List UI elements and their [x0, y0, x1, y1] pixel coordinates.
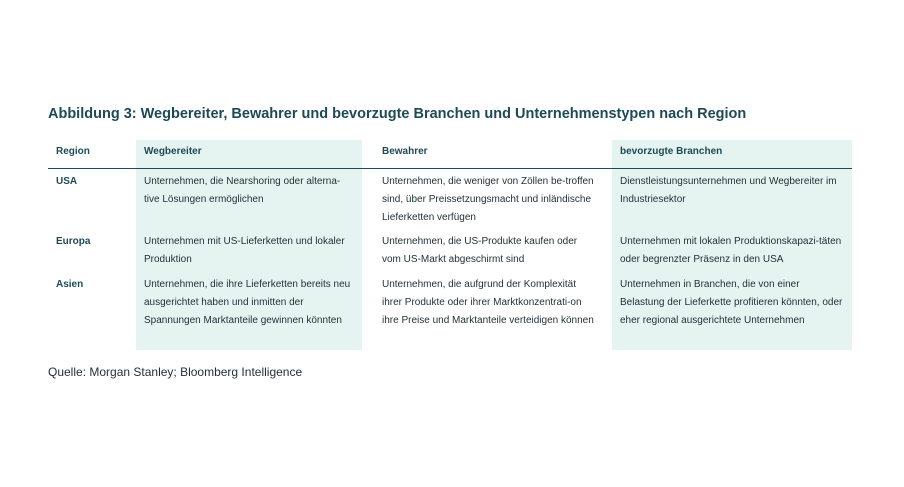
header-branchen: bevorzugte Branchen — [620, 146, 723, 157]
row-region-usa: USA — [56, 176, 78, 187]
cell-europa-wegbereiter: Unternehmen mit US-Lieferketten und lokaler Produktion — [144, 236, 345, 265]
cell-usa-wegbereiter: Unternehmen, die Nearshoring oder alterna-tive Lösungen ermöglichen — [144, 176, 341, 205]
cell-europa-branchen: Unternehmen mit lokalen Produktionskapazi-täten oder begrenzter Präsenz in den USA — [620, 236, 842, 265]
cell-usa-bewahrer: Unternehmen, die weniger von Zöllen be-troffen sind, über Preissetzungsmacht und inländische Lieferketten verfügen — [382, 176, 594, 223]
header-region: Region — [56, 146, 90, 157]
cell-asien-wegbereiter: Unternehmen, die ihre Lieferketten bereits neu ausgerichtet haben und inmitten der Spannungen Marktanteile gewinnen könnten — [144, 279, 351, 326]
header-divider — [48, 168, 852, 169]
cell-asien-branchen: Unternehmen in Branchen, die von einer Belastung der Lieferkette profitieren könnten, oder eher regional ausgerichtete Unternehmen — [620, 279, 843, 326]
header-wegbereiter: Wegbereiter — [144, 146, 202, 157]
row-region-europa: Europa — [56, 236, 91, 247]
cell-europa-bewahrer: Unternehmen, die US-Produkte kaufen oder vom US-Markt abgeschirmt sind — [382, 236, 578, 265]
figure-title: Abbildung 3: Wegbereiter, Bewahrer und bevorzugte Branchen und Unternehmenstypen nach Region — [48, 106, 747, 122]
source-note: Quelle: Morgan Stanley; Bloomberg Intelligence — [48, 365, 303, 379]
header-bewahrer: Bewahrer — [382, 146, 428, 157]
row-region-asien: Asien — [56, 279, 84, 290]
cell-asien-bewahrer: Unternehmen, die aufgrund der Komplexität ihrer Produkte oder ihrer Marktkonzentrati-on ihre Preise und Marktanteile verteidigen können — [382, 279, 594, 326]
cell-usa-branchen: Dienstleistungsunternehmen und Wegbereiter im Industriesektor — [620, 176, 837, 205]
